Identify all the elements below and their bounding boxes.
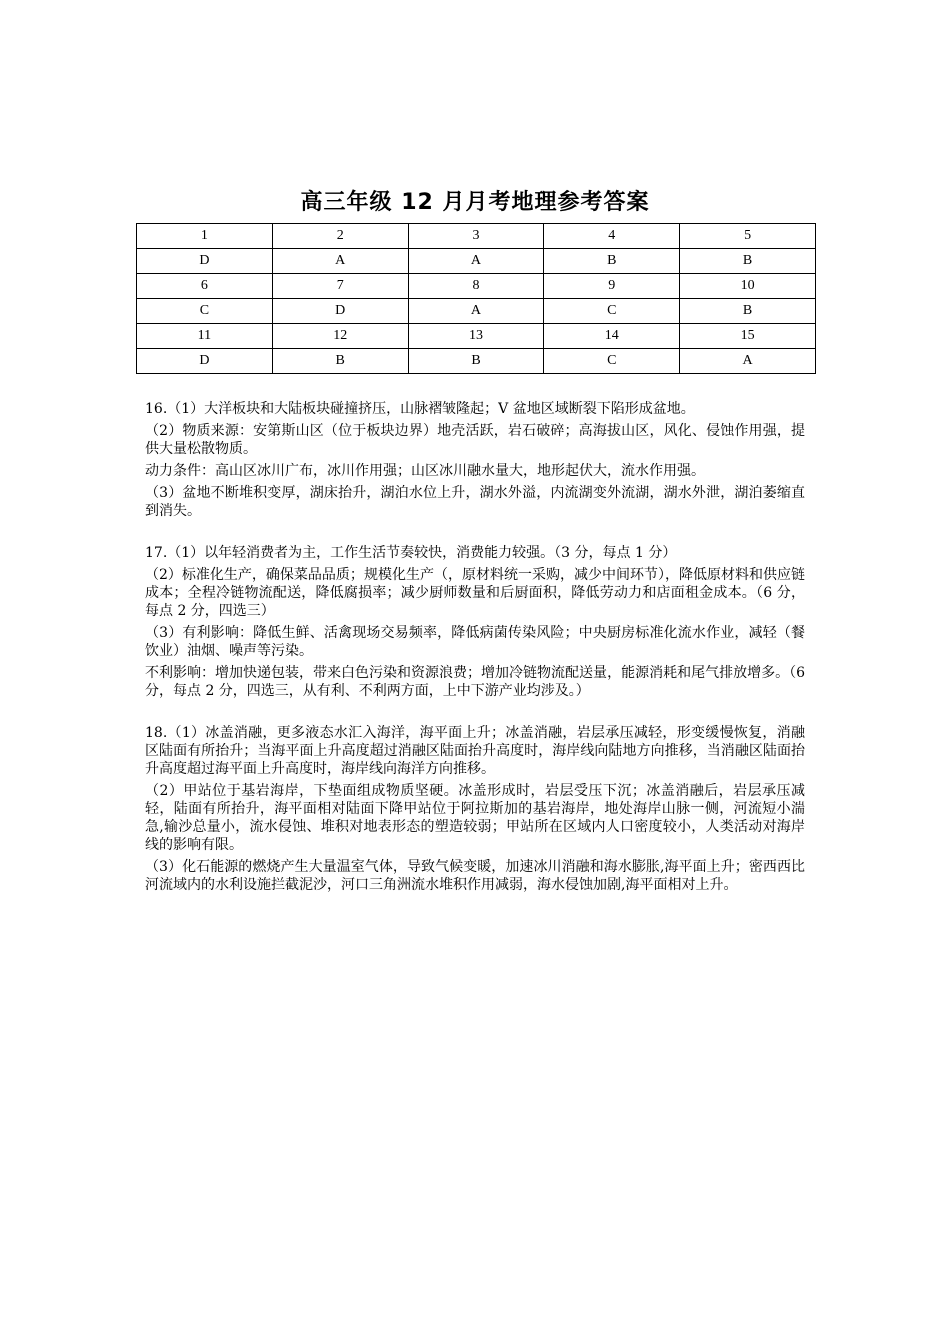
table-cell: 15 [680,324,816,349]
paragraph: 动力条件：高山区冰川广布，冰川作用强；山区冰川融水量大，地形起伏大，流水作用强。 [145,463,705,479]
paragraph: （2）标准化生产，确保菜品品质；规模化生产（，原材料统一采购，减少中间环节），降低原材料和供应链成本；全程冷链物流配送，降低腐损率；减少厨师数量和后厨面积，降低劳动力和店面租金成本。（6 分，每点 2 分，四选三） [145,567,805,619]
paragraph: （3）化石能源的燃烧产生大量温室气体，导致气候变暖，加速冰川消融和海水膨胀,海平面上升；密西西比河流域内的水利设施拦截泥沙，河口三角洲流水堆积作用减弱，海水侵蚀加剧,海平面相对上升。 [145,859,805,893]
table-cell: 5 [680,224,816,249]
table-cell: 13 [408,324,544,349]
answer-content [145,400,805,898]
table-cell: C [544,299,680,324]
table-cell: C [137,299,273,324]
paragraph: （2）物质来源：安第斯山区（位于板块边界）地壳活跃，岩石破碎；高海拔山区，风化、侵蚀作用强，提供大量松散物质。 [145,423,805,457]
paragraph: （3）盆地不断堆积变厚，湖床抬升，湖泊水位上升，湖水外溢，内流湖变外流湖，湖水外泄，湖泊萎缩直到消失。 [145,485,805,519]
table-cell: 9 [544,274,680,299]
table-cell: A [272,249,408,274]
table-cell: D [137,249,273,274]
table-cell: 8 [408,274,544,299]
table-cell: B [680,249,816,274]
table-row [137,249,816,274]
table-cell: D [272,299,408,324]
table-cell: A [408,299,544,324]
table-row [137,224,816,249]
table-cell: 10 [680,274,816,299]
paragraph: 16.（1）大洋板块和大陆板块碰撞挤压，山脉褶皱隆起；V 盆地区域断裂下陷形成盆地。 [145,401,695,417]
table-cell: 7 [272,274,408,299]
table-cell: 4 [544,224,680,249]
section-gap [145,524,805,544]
table-cell: C [544,349,680,374]
paragraph: （2）甲站位于基岩海岸，下垫面组成物质坚硬。冰盖形成时，岩层受压下沉；冰盖消融后，岩层承压减轻，陆面有所抬升，海平面相对陆面下降甲站位于阿拉斯加的基岩海岸，地处海岸山脉一侧，河流短小湍急,输沙总量小，流水侵蚀、堆积对地表形态的塑造较弱；甲站所在区域内人口密度较小，人类活动对海岸线的影响有限。 [145,783,805,853]
table-cell: 12 [272,324,408,349]
paragraph: 不利影响：增加快递包装，带来白色污染和资源浪费；增加冷链物流配送量，能源消耗和尾气排放增多。（6 分，每点 2 分，四选三，从有利、不利两方面，上中下游产业均涉及。） [145,665,805,699]
table-cell: 2 [272,224,408,249]
section-gap [145,704,805,724]
table-cell: 14 [544,324,680,349]
table-cell: A [408,249,544,274]
table-cell: B [408,349,544,374]
paragraph: （3）有利影响：降低生鲜、活禽现场交易频率，降低病菌传染风险；中央厨房标准化流水作业，减轻（餐饮业）油烟、噪声等污染。 [145,625,805,659]
page-title: 高三年级 12 月月考地理参考答案 [300,190,650,215]
question-18-answer [145,724,805,894]
table-cell: 6 [137,274,273,299]
table-cell: D [137,349,273,374]
table-row [137,324,816,349]
table-row [137,349,816,374]
table-cell: B [680,299,816,324]
answer-table-body [137,224,816,374]
table-row [137,299,816,324]
table-cell: B [544,249,680,274]
question-17-answer [145,544,805,700]
table-row [137,274,816,299]
table-cell: B [272,349,408,374]
paragraph: 18.（1）冰盖消融，更多液态水汇入海洋，海平面上升；冰盖消融，岩层承压减轻，形变缓慢恢复，消融区陆面有所抬升；当海平面上升高度超过消融区陆面抬升高度时，海岸线向陆地方向推移，当消融区陆面抬升高度超过海平面上升高度时，海岸线向海洋方向推移。 [145,725,805,777]
table-cell: A [680,349,816,374]
table-cell: 11 [137,324,273,349]
answer-table [136,223,816,374]
paragraph: 17.（1）以年轻消费者为主，工作生活节奏较快，消费能力较强。（3 分，每点 1 分） [145,545,677,561]
table-cell: 3 [408,224,544,249]
table-cell: 1 [137,224,273,249]
question-16-answer [145,400,805,520]
